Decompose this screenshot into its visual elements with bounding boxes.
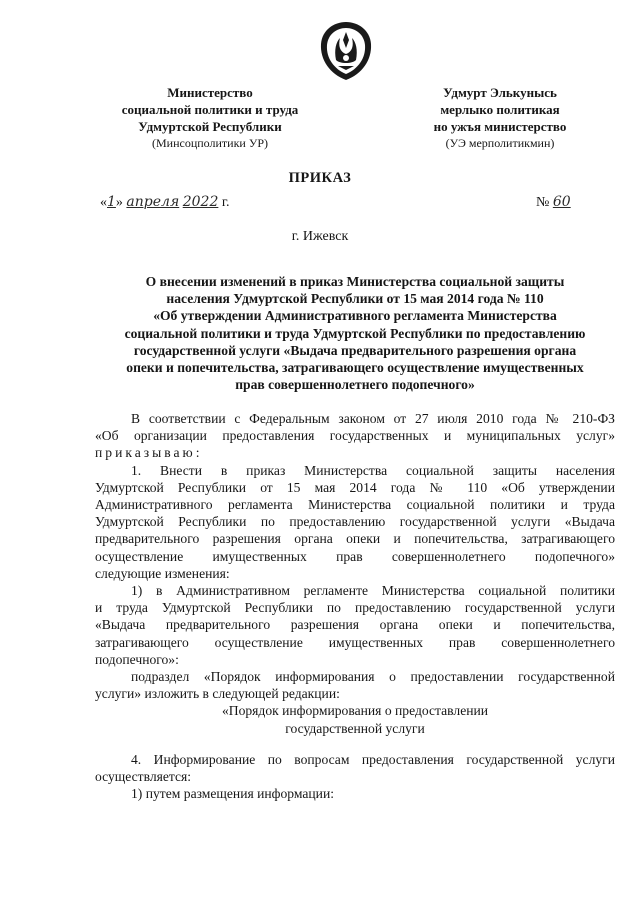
date-day: 1 [107,194,116,210]
body-line: 1. Внести в приказ Министерства социальной защиты населения [131,462,615,478]
body-line: и труда Удмуртской Республики по предоставлению государственной услуги [95,600,615,616]
city: г. Ижевск [291,229,349,244]
subheading-line: государственной услуги [285,720,425,736]
date-close-quote: » [115,195,123,210]
body-line: следующие изменения: [95,565,230,581]
paragraph-gap [95,737,615,751]
body-line: затрагивающего осуществление имущественных прав совершеннолетнего [95,634,615,650]
body-line: 1) путем размещения информации: [131,786,335,802]
org-left-short: (Минсоцполитики УР) [151,136,268,150]
number-value: 60 [552,194,571,210]
date-open-quote: « [100,195,107,210]
body-line: «Выдача предварительного разрешения органа опеки и попечительства, [95,617,615,633]
body-line: осуществляется: [95,769,192,785]
body-line: подраздел «Порядок информирования о предоставлении государственной [131,669,615,685]
document-number [536,194,571,211]
order-word: приказываю: [95,445,203,461]
heading-line: О внесении изменений в приказ Министерства социальной защиты [145,274,565,289]
date-month: апреля [126,194,180,210]
subheading-line: «Порядок информирования о предоставлении [221,703,489,719]
ministry-name-russian [95,84,325,152]
body-line: осуществление имущественных прав совершеннолетнего подопечного» [95,548,615,564]
body-line: Удмуртской Республики по предоставлению государственной услуги «Выдача [95,514,615,530]
heading-line: социальной политики и труда Удмуртской Республики по предоставлению [124,325,586,341]
body-line: 1) в Административном регламенте Министерства социальной политики [131,583,615,599]
order-body [95,410,615,802]
heading-line: опеки и попечительства, затрагивающего осуществление имущественных [126,360,584,376]
number-prefix: № [536,195,550,210]
org-right-line1: Удмурт Элькунысь [443,85,557,100]
org-right-line3: но ужъя министерство [433,119,567,134]
org-right-line2: мерлыко политикая [440,102,560,117]
org-right-short: (УЭ мерполитикмин) [445,136,555,150]
body-line: В соответствии с Федеральным законом от 27 июля 2010 года № 210-ФЗ [131,411,615,426]
date-suffix: г. [221,195,230,210]
heading-line: государственной услуги «Выдача предварительного разрешения органа [133,342,577,358]
heading-line: прав совершеннолетнего подопечного» [235,377,475,393]
org-left-line1: Министерство [167,85,253,100]
org-left-line2: социальной политики и труда [121,102,299,117]
body-line: предварительного разрешения органа опеки и попечительства, затрагивающего [95,531,615,547]
date-year: 2022 [182,194,219,210]
org-left-line3: Удмуртской Республики [138,119,282,134]
heading-line: «Об утверждении Административного регламента Министерства [153,308,557,324]
body-line: Административного регламента Министерства социальной политики и труда [95,497,615,513]
body-line: услуги» изложить в следующей редакции: [95,686,340,702]
body-line: подопечного»: [95,651,179,667]
heading-line: населения Удмуртской Республики от 15 мая 2014 года № 110 [166,291,544,307]
body-line: «Об организации предоставления государственных и муниципальных услуг» [95,428,615,444]
ministry-name-udmurt [395,84,605,152]
document-title: ПРИКАЗ [288,170,352,186]
order-heading [95,273,615,393]
body-line: 4. Информирование по вопросам предоставления государственной услуги [131,751,615,767]
document-date [100,194,230,211]
coat-of-arms-emblem [318,20,374,82]
body-line: Удмуртской Республики от 15 мая 2014 года № 110 «Об утверждении [95,479,615,495]
